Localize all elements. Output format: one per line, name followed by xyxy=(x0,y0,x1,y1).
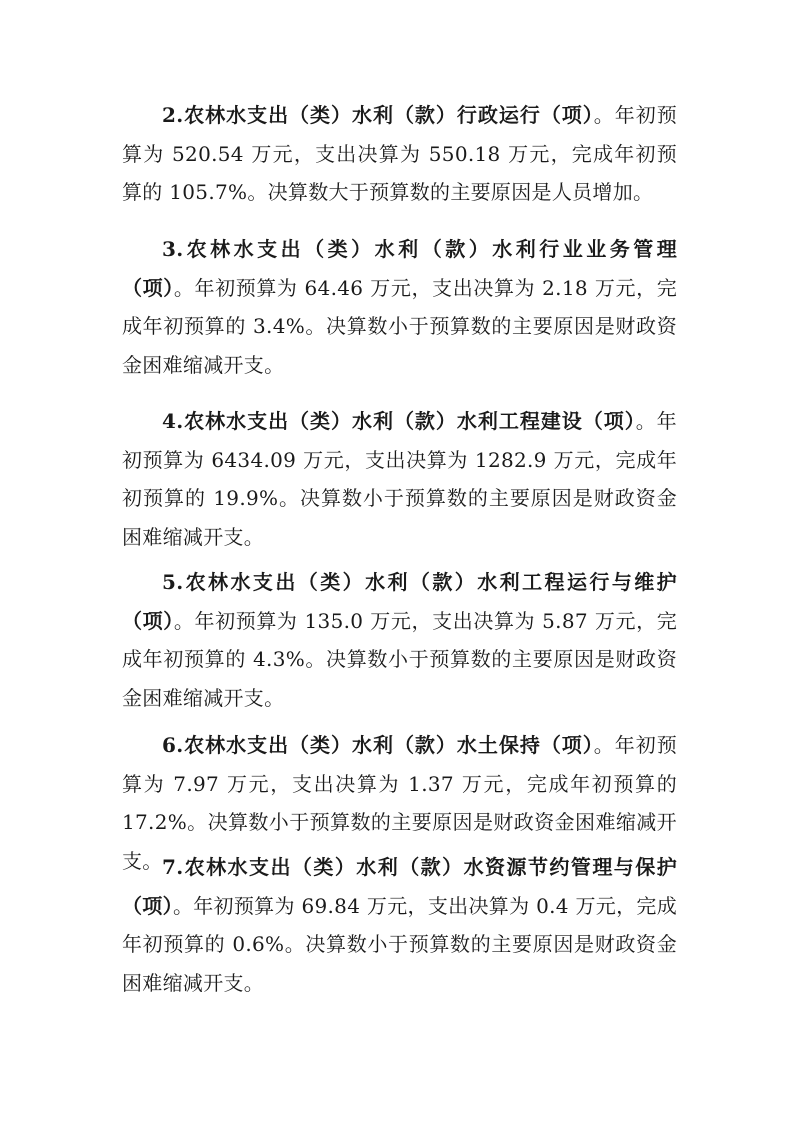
paragraph-body: 。年初预算为 520.54 万元，支出决算为 550.18 万元，完成年初预算的 105.7%。决算数大于预算数的主要原因是人员增加。 xyxy=(122,103,678,204)
paragraph-item-7 xyxy=(122,848,677,1002)
paragraph-item-2 xyxy=(122,96,677,212)
paragraph-heading: 7.农林水支出（类）水利（款）水资源节约管理与保护（项） xyxy=(122,855,677,918)
paragraph-heading: 6.农林水支出（类）水利（款）水土保持（项） xyxy=(162,733,594,757)
paragraph-body: 。年初预算为 135.0 万元，支出决算为 5.87 万元，完成年初预算的 4.3%。决算数小于预算数的主要原因是财政资金困难缩减开支。 xyxy=(122,608,677,710)
paragraph-heading: 4.农林水支出（类）水利（款）水利工程建设（项） xyxy=(162,409,636,433)
paragraph-item-4 xyxy=(122,402,677,556)
paragraph-heading: 5.农林水支出（类）水利（款）水利工程运行与维护（项） xyxy=(122,570,677,633)
paragraph-body: 。年初预算为 64.46 万元，支出决算为 2.18 万元，完成年初预算的 3.4%。决算数小于预算数的主要原因是财政资金困难缩减开支。 xyxy=(122,275,677,377)
paragraph-heading: 3.农林水支出（类）水利（款）水利行业业务管理（项） xyxy=(122,237,677,300)
paragraph-heading: 2.农林水支出（类）水利（款）行政运行（项） xyxy=(162,103,594,127)
paragraph-body: 。年初预算为 69.84 万元，支出决算为 0.4 万元，完成年初预算的 0.6%。决算数小于预算数的主要原因是财政资金困难缩减开支。 xyxy=(122,893,677,995)
paragraph-item-5 xyxy=(122,563,677,717)
paragraph-body: 。年初预算为 7.97 万元，支出决算为 1.37 万元，完成年初预算的 17.2%。决算数小于预算数的主要原因是财政资金困难缩减开支。 xyxy=(122,733,678,873)
paragraph-item-3 xyxy=(122,230,677,384)
paragraph-body: 。年初预算为 6434.09 万元，支出决算为 1282.9 万元，完成年初预算的 19.9%。决算数小于预算数的主要原因是财政资金困难缩减开支。 xyxy=(122,409,677,549)
